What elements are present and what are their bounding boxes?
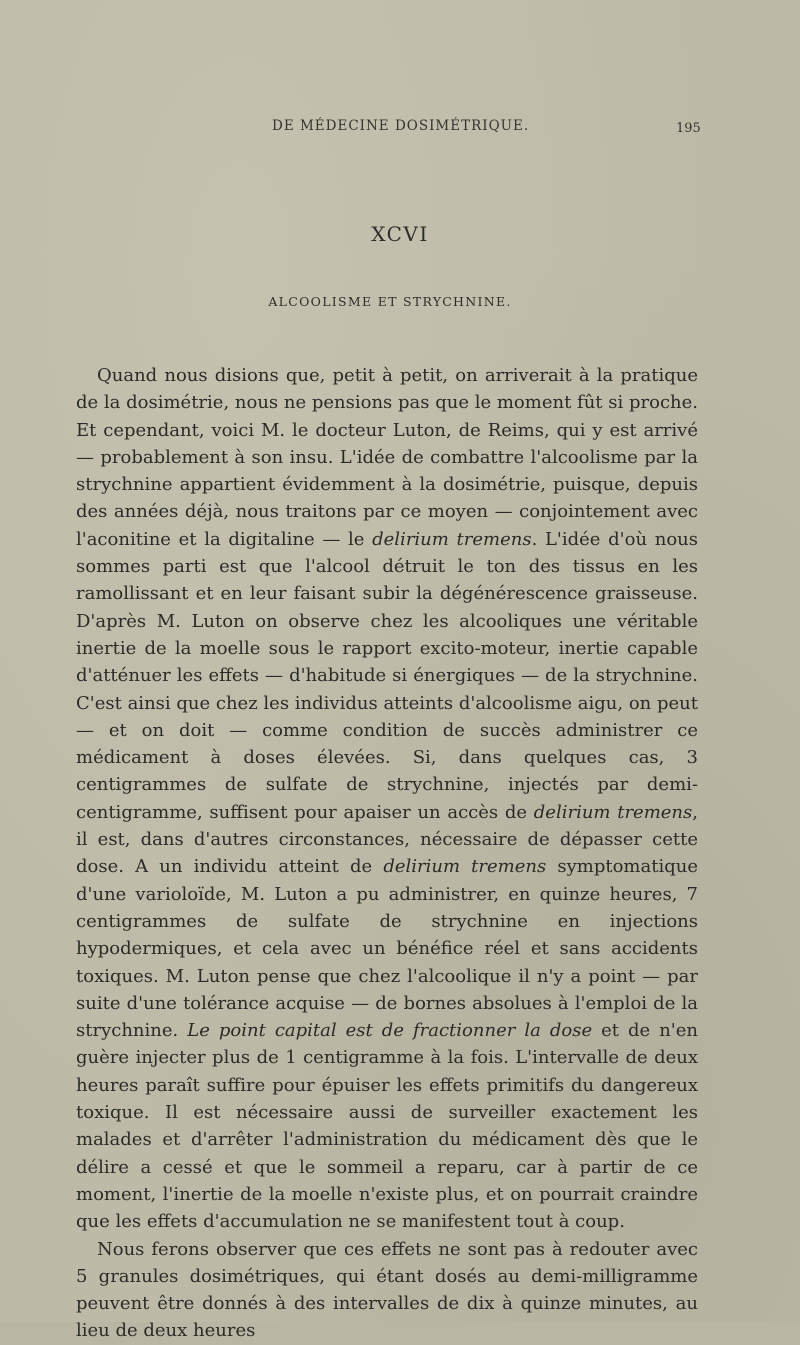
paragraph-1-text-1: Quand nous disions que, petit à petit, on arriverait à la pratique de la dosimétrie, nous ne pensions pas que le moment fût si proche. Et cependant, voici M. le docteur Luton, de Reims, qui y est arrivé — probablement à son insu. L'idée de combattre l'alcoolisme par la strychnine appartient évidemment à la dosimétrie, puisque, depuis des années déjà, nous traitons par ce moyen — conjointement avec l'aconitine et la digitaline — le bbox=[76, 365, 698, 550]
chapter-title: ALCOOLISME ET STRYCHNINE. bbox=[268, 294, 512, 309]
paragraph-1-text-4: symptomatique d'une varioloïde, M. Luton a pu administrer, en quinze heures, 7 centigrammes de sulfate de strychnine en injections hypodermiques, et cela avec un bénéfice réel et sans accidents toxiques. M. Luton pense que chez l'alcoolique il n'y a point — par suite d'une tolérance acquise — de bornes absolues à l'emploi de la strychnine. bbox=[76, 856, 698, 1042]
body-text bbox=[76, 362, 698, 1345]
paragraph-1-italic-3: delirium tremens bbox=[383, 856, 547, 878]
paragraph-1-text-3: , il est, dans d'autres circonstances, nécessaire de dépasser cette dose. A un individu atteint de bbox=[76, 801, 698, 878]
paragraph-1 bbox=[76, 362, 698, 1236]
paragraph-1-italic-2: delirium tremens bbox=[533, 801, 693, 823]
paragraph-1-italic-4: Le point capital est de fractionner la dose bbox=[187, 1020, 593, 1042]
page-number: 195 bbox=[676, 121, 701, 136]
running-head: DE MÉDECINE DOSIMÉTRIQUE. bbox=[272, 118, 530, 134]
paragraph-1-text-2: . L'idée d'où nous sommes parti est que l'alcool détruit le ton des tissus en les ramollissant et en leur faisant subir la dégénérescence graisseuse. D'après M. Luton on observe chez les alcooliques une véritable inertie de la moelle sous le rapport excito-moteur, inertie capable d'atténuer les effets — d'habitude si énergiques — de la strychnine. C'est ainsi que chez les individus atteints d'alcoolisme aigu, on peut — et on doit — comme condition de succès administrer ce médicament à doses élevées. Si, dans quelques cas, 3 centigrammes de sulfate de strychnine, injectés par demi-centigramme, suffisent pour apaiser un accès de bbox=[76, 528, 698, 823]
paragraph-2: Nous ferons observer que ces effets ne sont pas à redouter avec 5 granules dosimétriques, qui étant dosés au demi-milligramme peuvent être donnés à des intervalles de dix à quinze minutes, au lieu de deux heures bbox=[76, 1238, 698, 1342]
paragraph-1-italic-1: delirium tremens bbox=[372, 528, 532, 550]
paragraph-1-text-5: et de n'en guère injecter plus de 1 centigramme à la fois. L'intervalle de deux heures paraît suffire pour épuiser les effets primitifs du dangereux toxique. Il est nécessaire aussi de surveiller exactement les malades et d'arrêter l'administration du médicament dès que le délire a cessé et que le sommeil a reparu, car à partir de ce moment, l'inertie de la moelle n'existe plus, et on pourrait craindre que les effets d'accumulation ne se manifestent tout à coup. bbox=[76, 1020, 698, 1233]
chapter-number: XCVI bbox=[371, 222, 429, 246]
